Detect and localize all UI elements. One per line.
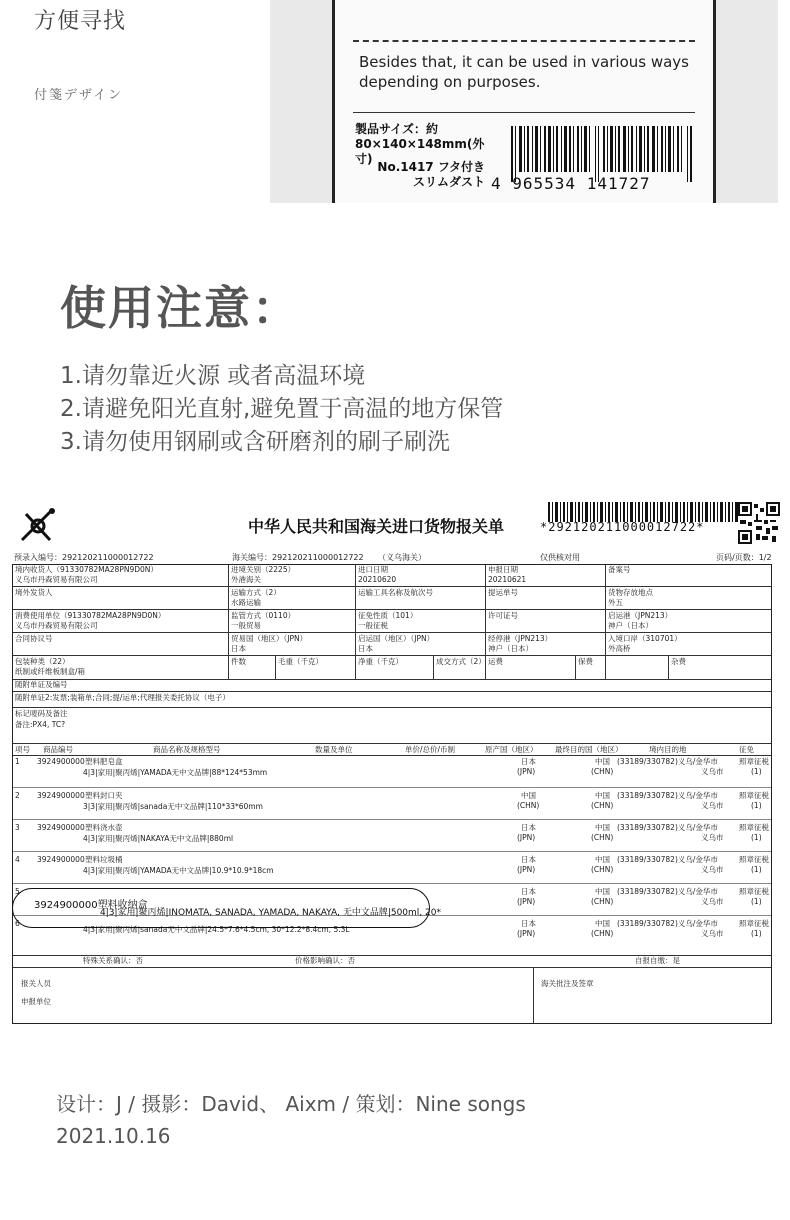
remarks-value: 备注:PX4, TC?	[15, 720, 66, 729]
col-quantity: 数量及单位	[315, 745, 353, 754]
package-type-label: 包装种类（22）	[15, 657, 70, 666]
item-levy-code: (1)	[751, 897, 762, 906]
net-weight-label: 净重（千克）	[358, 657, 403, 666]
form-barcode-number: *292120211000012722*	[540, 520, 705, 534]
freight-label: 运费	[488, 657, 503, 666]
usage-item: 3.请勿使用钢刷或含研磨剂的刷子刷洗	[60, 429, 450, 455]
supervision-mode-value: 一般贸易	[231, 621, 261, 630]
import-date-value: 20210620	[358, 575, 397, 584]
credits-date: 2021.10.16	[56, 1124, 171, 1148]
trade-country-value: 日本	[231, 644, 246, 653]
credits-line: 设计：J / 摄影：David、 Aixm / 策划：Nine songs	[56, 1092, 526, 1116]
item-dest: 中国	[595, 757, 610, 766]
supervision-mode-label: 监管方式（0110）	[231, 611, 296, 620]
item-dest: 中国	[595, 823, 610, 832]
item-domestic: (33189/330782)义乌/金华市	[617, 887, 718, 896]
item-domestic: (33189/330782)义乌/金华市	[617, 791, 718, 800]
customs-office: （义乌海关）	[378, 553, 426, 562]
origin-country-value: 日本	[358, 644, 373, 653]
item-dest: 中国	[595, 855, 610, 864]
usage-item: 2.请避免阳光直射,避免置于高温的地方保管	[60, 396, 504, 422]
item-domestic: (33189/330782)义乌/金华市	[617, 919, 718, 928]
item-domestic-city: 义乌市	[701, 865, 724, 874]
customs-emblem-icon	[16, 506, 58, 546]
trade-country-label: 贸易国（地区）（JPN）	[231, 634, 308, 643]
item-domestic: (33189/330782)义乌/金华市	[617, 855, 718, 864]
storage-location-value: 外五	[608, 598, 623, 607]
item-spec: 4|3|家用|聚丙烯|YAMADA无中文品牌|88*124*53mm	[83, 768, 268, 777]
declarant-label: 报关人员	[21, 979, 51, 988]
dashed-divider	[353, 40, 695, 42]
item-dest-code: (CHN)	[591, 767, 614, 776]
contract-label: 合同协议号	[15, 634, 53, 643]
item-code: 3924900000	[37, 791, 85, 800]
item-levy: 照章征税	[739, 823, 769, 832]
item-dest: 中国	[595, 791, 610, 800]
item-dest: 中国	[595, 887, 610, 896]
item-name: 塑料肥皂盒	[85, 757, 123, 766]
qr-code-icon	[738, 502, 780, 544]
item-levy: 照章征税	[739, 855, 769, 864]
levy-nature-value: 一般征税	[358, 621, 388, 630]
usage-item: 1.请勿靠近火源 或者高温环境	[60, 363, 366, 389]
entry-point-value: 外高桥	[608, 644, 631, 653]
usage-list	[60, 360, 503, 459]
item-levy-code: (1)	[751, 833, 762, 842]
pieces-label: 件数	[231, 657, 246, 666]
item-spec: 4|3|家用|聚丙烯|YAMADA无中文品牌|10.9*10.9*18cm	[83, 866, 274, 875]
item-no: 5	[15, 887, 20, 896]
item-code: 3924900000	[37, 757, 85, 766]
col-item-no: 项号	[15, 745, 30, 754]
box-size-label: 製品サイズ：約80×140×148mm(外寸)	[355, 122, 485, 166]
levy-nature-label: 征免性质（101）	[358, 611, 418, 620]
storage-location-label: 货物存放地点	[608, 588, 653, 597]
item-domestic-city: 义乌市	[701, 929, 724, 938]
form-barcode-icon	[548, 502, 738, 522]
item-code: 3924900000	[37, 823, 85, 832]
entry-point-label: 入境口岸（310701）	[608, 634, 682, 643]
item-dest: 中国	[595, 919, 610, 928]
col-price: 单价/总价/币制	[405, 745, 456, 754]
item-origin: 日本	[521, 887, 536, 896]
col-origin: 原产国（地区）	[485, 745, 538, 754]
transport-mode-value: 水路运输	[231, 598, 261, 607]
col-name-spec: 商品名称及规格型号	[153, 745, 221, 754]
misc-fee-label: 杂费	[671, 657, 686, 666]
item-code: 3924900000	[34, 900, 98, 911]
col-levy: 征免	[739, 745, 754, 754]
col-domestic-dest: 境内目的地	[649, 745, 687, 754]
special-relation: 特殊关系确认：否	[83, 956, 143, 965]
consumer-unit-value: 义乌市丹森贸易有限公司	[15, 621, 98, 630]
departure-port-label: 启运港（JPN213）	[608, 611, 673, 620]
item-levy-code: (1)	[751, 767, 762, 776]
item-no: 6	[15, 919, 20, 928]
consumer-unit-label: 消费使用单位（91330782MA28PN9D0N）	[15, 611, 166, 620]
product-box	[332, 0, 716, 203]
item-no: 1	[15, 757, 20, 766]
stop-port-label: 经停港（JPN213）	[488, 634, 553, 643]
barcode-number: 4 965534 141727	[491, 174, 651, 193]
item-origin-code: (JPN)	[517, 865, 536, 874]
item-origin: 日本	[521, 823, 536, 832]
item-domestic: (33189/330782)义乌/金华市	[617, 757, 718, 766]
item-origin: 日本	[521, 757, 536, 766]
item-no: 4	[15, 855, 20, 864]
item-origin-code: (JPN)	[517, 929, 536, 938]
license-label: 许可证号	[488, 611, 518, 620]
item-origin-code: (CHN)	[517, 801, 540, 810]
item-levy-code: (1)	[751, 865, 762, 874]
section-heading: 方便寻找	[34, 9, 127, 34]
item-code: 3924900000	[37, 855, 85, 864]
import-date-label: 进口日期	[358, 565, 388, 574]
item-levy-code: (1)	[751, 929, 762, 938]
item-domestic-city: 义乌市	[701, 833, 724, 842]
item-dest-code: (CHN)	[591, 801, 614, 810]
item-name: 塑料垃圾桶	[85, 855, 123, 864]
page-number: 页码/页数：1/2	[716, 553, 772, 562]
verify-note: 仅供核对用	[540, 553, 580, 562]
stop-port-value: 神户（日本）	[488, 644, 533, 653]
box-model-label: No.1417 フタ付き スリムダスト	[377, 160, 485, 189]
item-spec: 3|3|家用|聚丙烯|sanada无中文品牌|110*33*60mm	[83, 802, 263, 811]
customs-sign-label: 海关批注及签章	[541, 979, 594, 988]
item-spec: 4|3|家用|聚丙烯|sanada无中文品牌|24.5*7.6*4.5cm, 30*12.2*8.4cm, 5.3L	[83, 925, 350, 934]
item-dest-code: (CHN)	[591, 929, 614, 938]
item-origin-code: (JPN)	[517, 767, 536, 776]
entry-port-label: 进境关别（2225）	[231, 565, 296, 574]
item-domestic-city: 义乌市	[701, 897, 724, 906]
item-name: 塑料收纳盒	[97, 900, 148, 911]
shipper-label: 境外发货人	[15, 588, 53, 597]
item-origin: 中国	[521, 791, 536, 800]
bill-of-lading-label: 提运单号	[488, 588, 518, 597]
remarks-label: 标记唛码及备注	[15, 709, 68, 718]
price-effect: 价格影响确认：否	[295, 956, 355, 965]
section-subheading: 付箋デザイン	[34, 88, 124, 103]
deal-mode-label: 成交方式（2）	[436, 657, 486, 666]
item-dest-code: (CHN)	[591, 865, 614, 874]
item-domestic-city: 义乌市	[701, 767, 724, 776]
declare-unit-label: 申报单位	[21, 997, 51, 1006]
consignee-label: 境内收货人（91330782MA28PN9D0N）	[15, 565, 158, 574]
origin-country-label: 启运国（地区）（JPN）	[358, 634, 435, 643]
documents-value: 随附单证2:发票;装箱单;合同;提/运单;代理报关委托协议（电子）	[15, 693, 230, 702]
col-hs-code: 商品编号	[43, 745, 73, 754]
item-levy: 照章征税	[739, 791, 769, 800]
item-dest-code: (CHN)	[591, 833, 614, 842]
item-origin: 日本	[521, 855, 536, 864]
item-origin-code: (JPN)	[517, 833, 536, 842]
self-pay: 自报自缴：是	[635, 956, 680, 965]
item-spec: 4|3|家用|聚丙烯|NAKAYA无中文品牌|880ml	[83, 834, 234, 843]
col-final-dest: 最终目的国（地区）	[555, 745, 623, 754]
customs-declaration-form	[10, 498, 774, 1030]
item-origin: 日本	[521, 919, 536, 928]
declare-date-value: 20210621	[488, 575, 527, 584]
insurance-label: 保费	[578, 657, 593, 666]
item-domestic: (33189/330782)义乌/金华市	[617, 823, 718, 832]
record-number-label: 备案号	[608, 565, 631, 574]
transport-mode-label: 运输方式（2）	[231, 588, 281, 597]
form-title: 中华人民共和国海关进口货物报关单	[248, 517, 505, 536]
box-english-text: Besides that, it can be used in various ways depending on purposes.	[359, 53, 689, 91]
item-no: 2	[15, 791, 20, 800]
consignee-value: 义乌市丹森贸易有限公司	[15, 575, 98, 584]
item-name: 塑料封口夹	[85, 791, 123, 800]
declare-date-label: 申报日期	[488, 565, 518, 574]
item-levy: 照章征税	[739, 757, 769, 766]
documents-label: 随附单证及编号	[15, 680, 68, 689]
package-type-value: 纸制或纤维板制盒/箱	[15, 667, 86, 676]
declaration-table	[12, 564, 772, 1024]
item-origin-code: (JPN)	[517, 897, 536, 906]
vessel-label: 运输工具名称及航次号	[358, 588, 433, 597]
highlighted-item-spec: 4|3|家用|聚丙烯|INOMATA, SANADA, YAMADA, NAKAYA, 无中文品牌|500ml, 20*	[100, 908, 441, 918]
item-domestic-city: 义乌市	[701, 801, 724, 810]
item-levy: 照章征税	[739, 887, 769, 896]
item-levy-code: (1)	[751, 801, 762, 810]
item-levy: 照章征税	[739, 919, 769, 928]
box-divider	[353, 112, 695, 113]
entry-port-value: 外港海关	[231, 575, 261, 584]
item-dest-code: (CHN)	[591, 897, 614, 906]
usage-title: 使用注意：	[60, 281, 300, 335]
departure-port-value: 神户（日本）	[608, 621, 653, 630]
customs-number: 海关编号：292120211000012722	[232, 553, 364, 562]
item-name: 塑料浇水壶	[85, 823, 123, 832]
pre-entry-number: 预录入编号：292120211000012722	[14, 553, 154, 562]
item-no: 3	[15, 823, 20, 832]
gross-weight-label: 毛重（千克）	[278, 657, 323, 666]
product-photo	[270, 0, 778, 203]
